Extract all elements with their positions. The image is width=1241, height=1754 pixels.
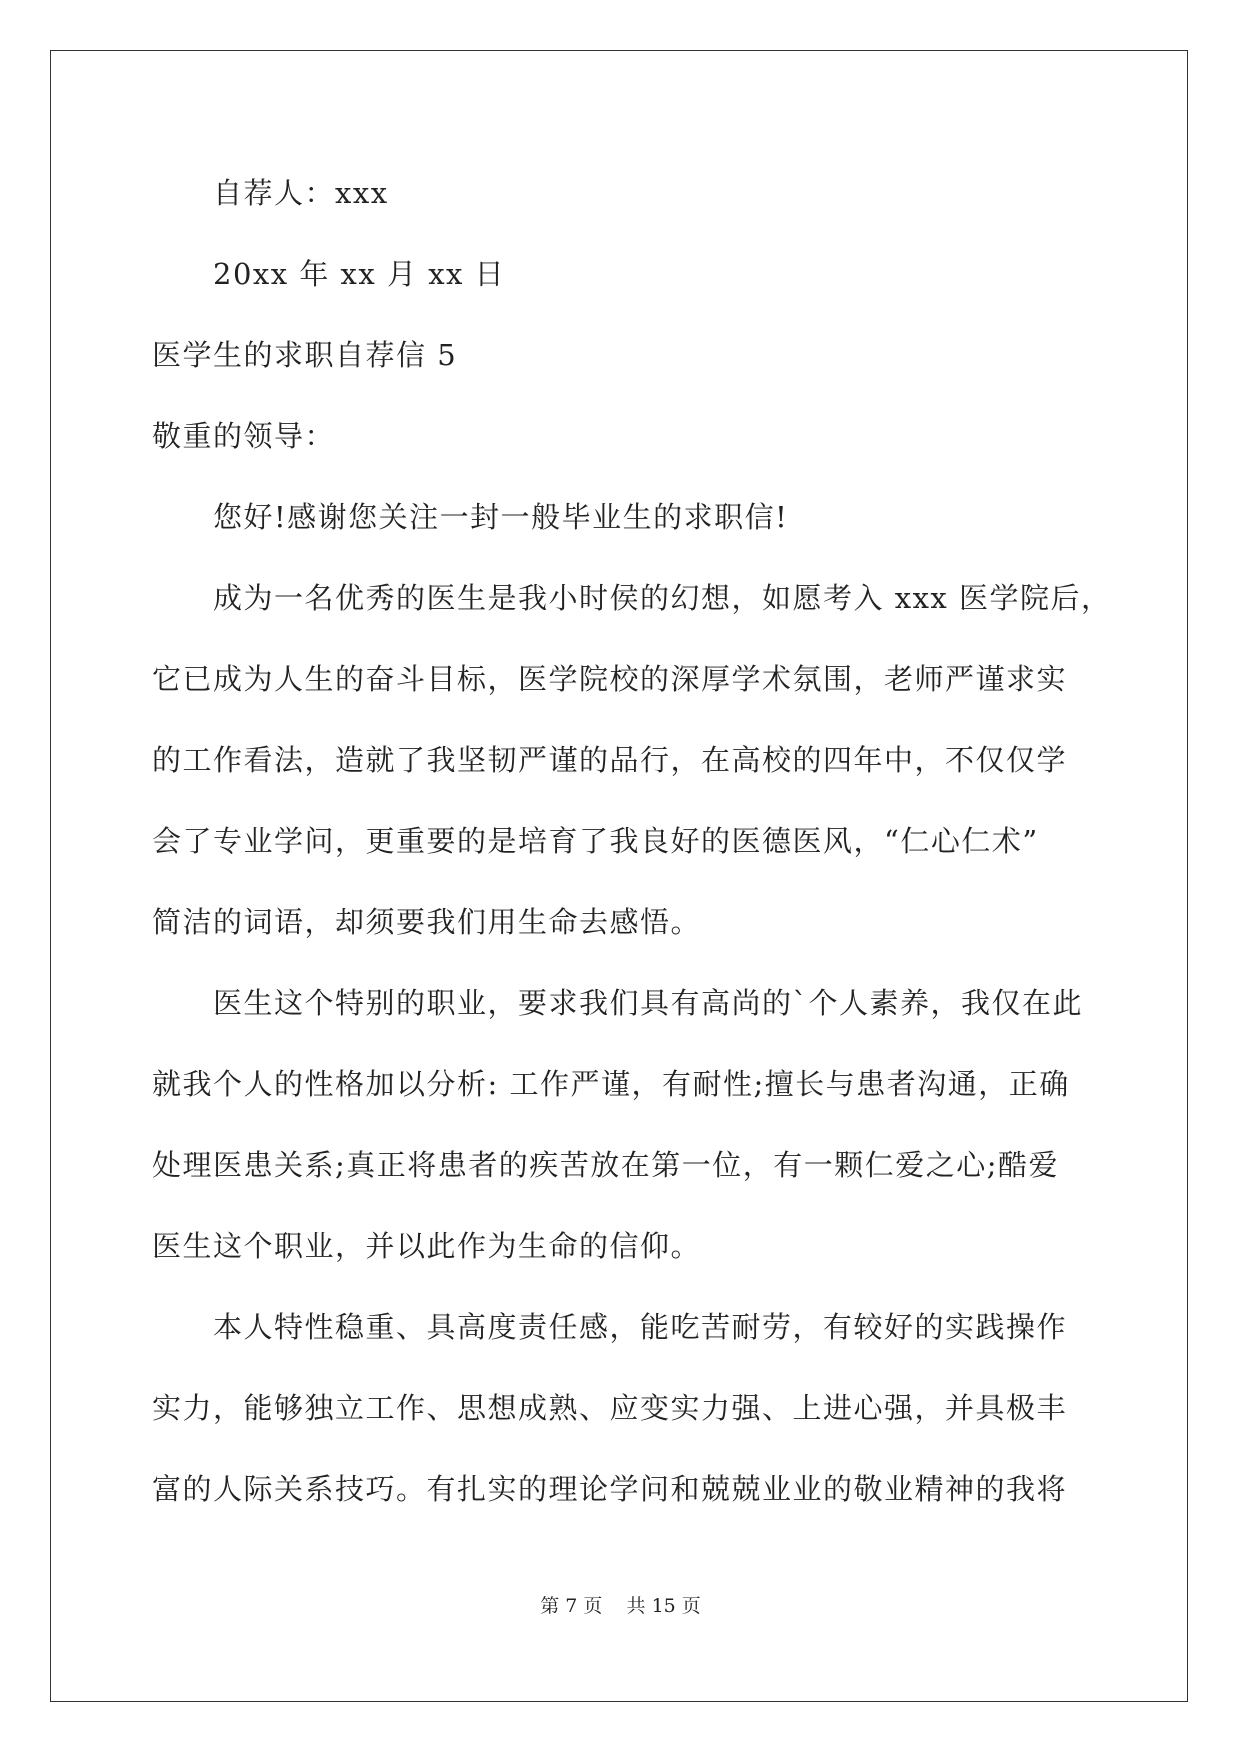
paragraph-line: 的工作看法，造就了我坚韧严谨的品行，在高校的四年中，不仅仅学 bbox=[152, 743, 1068, 777]
paragraph-line: 本人特性稳重、具高度责任感，能吃苦耐劳，有较好的实践操作 bbox=[213, 1310, 1068, 1344]
signature-line: 自荐人：xxx bbox=[213, 176, 389, 210]
paragraph-line: 就我个人的性格加以分析: 工作严谨，有耐性;擅长与患者沟通，正确 bbox=[152, 1067, 1070, 1101]
paragraph-line: 它已成为人生的奋斗目标，医学院校的深厚学术氛围，老师严谨求实 bbox=[152, 662, 1068, 696]
paragraph-line: 处理医患关系;真正将患者的疾苦放在第一位，有一颗仁爱之心;酷爱 bbox=[152, 1148, 1060, 1182]
paragraph-line: 实力，能够独立工作、思想成熟、应变实力强、上进心强，并具极丰 bbox=[152, 1391, 1068, 1425]
paragraph-line: 富的人际关系技巧。有扎实的理论学问和兢兢业业的敬业精神的我将 bbox=[152, 1472, 1068, 1506]
page-number-footer: 第 7 页 共 15 页 bbox=[540, 1595, 701, 1617]
section-heading: 医学生的求职自荐信 5 bbox=[152, 338, 458, 372]
paragraph-line: 医生这个职业，并以此作为生命的信仰。 bbox=[152, 1229, 702, 1263]
paragraph-line: 简洁的词语，却须要我们用生命去感悟。 bbox=[152, 905, 702, 939]
paragraph-line: 成为一名优秀的医生是我小时侯的幻想，如愿考入 xxx 医学院后， bbox=[213, 581, 1112, 615]
paragraph-line: 医生这个特别的职业，要求我们具有高尚的`个人素养，我仅在此 bbox=[213, 986, 1084, 1020]
date-line: 20xx 年 xx 月 xx 日 bbox=[213, 257, 506, 291]
greeting-line: 您好!感谢您关注一封一般毕业生的求职信! bbox=[213, 500, 789, 534]
salutation: 敬重的领导： bbox=[152, 419, 336, 453]
paragraph-line: 会了专业学问，更重要的是培育了我良好的医德医风，“仁心仁术” bbox=[152, 824, 1039, 858]
page-border bbox=[50, 50, 1188, 1702]
